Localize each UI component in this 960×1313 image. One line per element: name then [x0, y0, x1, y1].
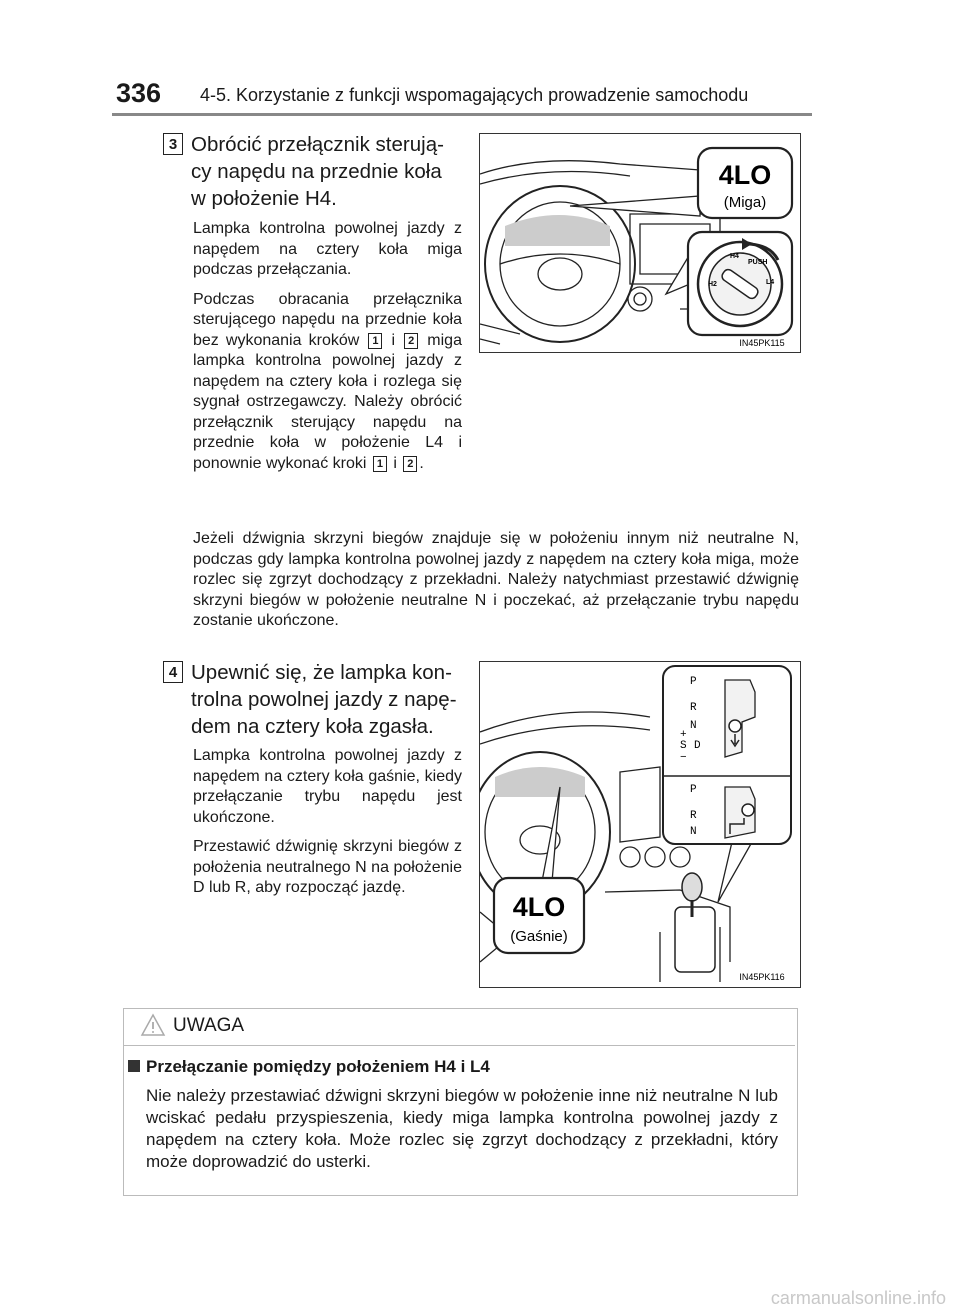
step-ref-2: 2 — [404, 333, 418, 349]
gate-label-s: S — [680, 740, 687, 752]
warning-text: Nie należy przestawiać dźwigni skrzyni biegów w położenie inne niż neutralne N lub wciskać pedału przyspieszenia, kiedy miga lampka kontrolna powolnej jazdy z napędem na cztery koła. Może rozlec się zgrzyt dochodzący z przekładni, który może doprowadzić do usterki. — [146, 1086, 778, 1171]
warning-triangle-icon — [140, 1013, 166, 1037]
gear-knob — [682, 873, 702, 901]
square-bullet-icon — [128, 1060, 140, 1072]
lever-position — [742, 804, 754, 816]
gate-label-r: R — [690, 702, 697, 714]
figure-shift-gate — [479, 661, 801, 988]
figure-4wd-switch — [479, 133, 801, 353]
indicator-4lo: 4LO — [718, 160, 772, 190]
warning-title: UWAGA — [173, 1015, 245, 1036]
gate-pointer — [718, 842, 752, 902]
instrument-cluster-shade — [505, 215, 610, 246]
gate-label-p: P — [690, 784, 697, 796]
step-3-heading-line: w położenie H4. — [191, 187, 337, 210]
step-ref-1: 1 — [368, 333, 382, 349]
indicator-state: (Gaśnie) — [510, 928, 568, 945]
indicator-pointer — [540, 787, 560, 892]
instrument-cluster-shade — [495, 767, 585, 797]
step-4-heading-line: Upewnić się, że lampka kon- — [191, 661, 452, 684]
watermark: carmanualsonline.info — [770, 1288, 946, 1308]
step-4-para-1: Lampka kontrolna powolnej jazdy z napędem na cztery koła gaśnie, kiedy przełączanie trybu napędu jest ukończone. — [193, 747, 462, 826]
step-ref-2: 2 — [403, 456, 417, 472]
para-text: i — [393, 454, 397, 472]
knob-label: H2 — [708, 281, 717, 288]
shift-console — [675, 907, 715, 972]
step-4-heading — [191, 659, 462, 740]
step-3-heading-line: Obrócić przełącznik sterują- — [191, 133, 444, 156]
callout-pointer — [570, 196, 700, 216]
knob-label: H4 — [730, 253, 739, 260]
step-4-heading-line: trolna powolnej jazdy z napę- — [191, 688, 457, 711]
step-4-number: 4 — [163, 661, 183, 683]
figure-code: IN45PK115 — [739, 338, 785, 348]
indicator-state: (Miga) — [723, 194, 767, 211]
knob-label: PUSH — [748, 259, 768, 266]
step-3-body — [193, 219, 462, 483]
step-4-body — [193, 746, 462, 908]
para-text: miga lampka kontrolna powolnej jazdy z napędem na cztery koła i rozlega się sygnał ostrzegawczy. Należy obrócić przełącznik sterujący napędu na przednie koła w położenie L4 i ponownie wykonać kroki — [193, 331, 462, 472]
lever-position — [729, 720, 741, 732]
step-3-para-2 — [193, 290, 462, 475]
step-3-number: 3 — [163, 133, 183, 155]
step-3-para-1: Lampka kontrolna powolnej jazdy z napędem na cztery koła miga podczas przełączania. — [193, 220, 462, 278]
cabin-illustration — [480, 662, 800, 987]
step-4-para-2: Przestawić dźwignię skrzyni biegów z położenia neutralnego N na położenie D lub R, aby rozpocząć jazdę. — [193, 838, 462, 896]
warning-subtitle — [128, 1057, 490, 1077]
step-3-wide-para: Jeżeli dźwignia skrzyni biegów znajduje się w położeniu innym niż neutralne N, podczas gdy lampka kontrolna powolnej jazdy z napędem na cztery koła miga, może rozlec się zgrzyt dochodzący z przekładni. Należy natychmiast przestawić dźwignię skrzyni biegów w położenie neutralne N i poczekać, aż przełączanie trybu napędu zostanie ukończone. — [193, 530, 799, 629]
knob-label: L4 — [766, 279, 775, 286]
para-text: . — [419, 454, 424, 472]
page-number: 336 — [116, 78, 162, 108]
step-3-heading-line: cy napędu na przednie koła — [191, 160, 442, 183]
indicator-4lo: 4LO — [512, 892, 566, 922]
step-ref-1: 1 — [373, 456, 387, 472]
warning-subtitle-text: Przełączanie pomiędzy położeniem H4 i L4 — [146, 1057, 490, 1076]
step-4-heading-line: dem na cztery koła zgasła. — [191, 715, 434, 738]
para-text: Podczas obracania przełącznika sterującego napędu na przednie koła bez wykonania kroków — [193, 290, 462, 349]
gate-label-plus: + — [680, 729, 687, 741]
gate-label-p: P — [690, 676, 697, 688]
header-divider — [112, 113, 812, 116]
gate-label-r: R — [690, 810, 697, 822]
figure-code: IN45PK116 — [739, 972, 785, 982]
section-title: 4-5. Korzystanie z funkcji wspomagających prowadzenie samochodu — [200, 85, 749, 105]
step-3-heading — [191, 131, 462, 212]
dashboard-illustration — [480, 134, 800, 352]
gate-label-n: N — [690, 720, 697, 732]
gate-label-n: N — [690, 826, 697, 838]
para-text: i — [391, 331, 396, 349]
gate-label-d: D — [694, 740, 701, 752]
gate-label-minus: − — [680, 752, 687, 764]
